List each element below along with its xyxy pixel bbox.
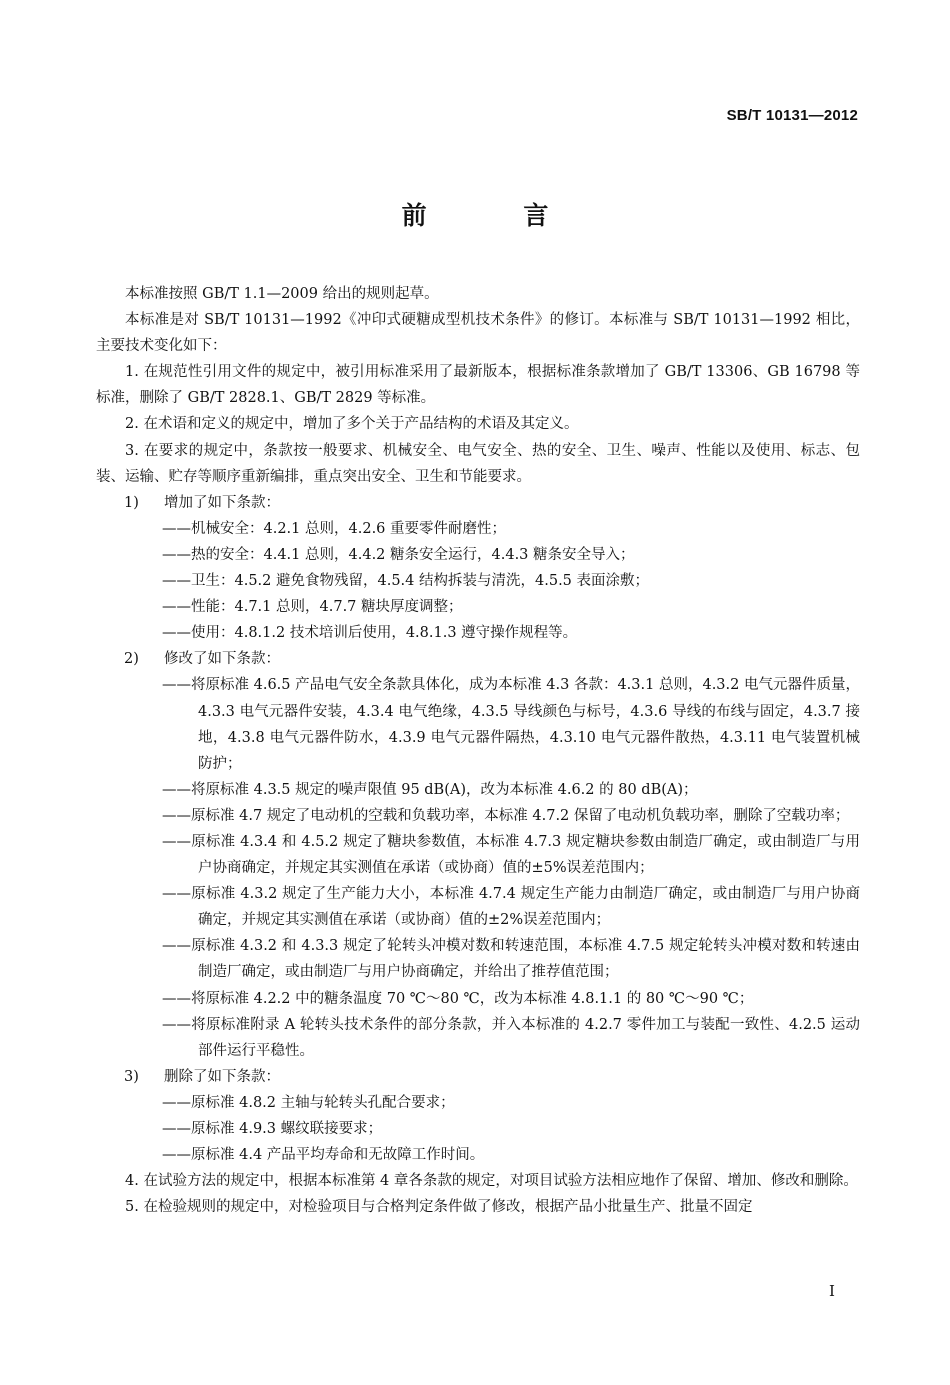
dash-item: ——原标准 4.4 产品平均寿命和无故障工作时间。	[162, 1147, 485, 1164]
sublist-heading	[96, 490, 860, 516]
sublist-label: 删除了如下条款：	[164, 1068, 280, 1085]
dash-item: ——卫生：4.5.2 避免食物残留，4.5.4 结构拆装与清洗，4.5.5 表面涂敷；	[162, 573, 650, 590]
dash-item: ——原标准 4.7 规定了电动机的空载和负载功率，本标准 4.7.2 保留了电动机负载功率，删除了空载功率；	[162, 807, 850, 824]
dash-item: ——原标准 4.3.4 和 4.5.2 规定了糖块参数值，本标准 4.7.3 规定糖块参数由制造厂确定，或由制造厂与用户协商确定，并规定其实测值在承诺（或协商）值的±5%误差范围内；	[162, 833, 860, 877]
dash-item: ——将原标准 4.6.5 产品电气安全条款具体化，成为本标准 4.3 各款：4.3.1 总则，4.3.2 电气元器件质量，4.3.3 电气元器件安装，4.3.4 电气绝缘，4.3.5 导线颜色与标号，4.3.6 导线的布线与固定，4.3.7 接地，4.3.8 电气元器件防水，4.3.9 电气元器件隔热，4.3.10 电气元器件散热，4.3.11 电气装置机械防护；	[162, 677, 860, 772]
page-number: I	[829, 1282, 835, 1300]
dash-item: ——热的安全：4.4.1 总则，4.4.2 糖条安全运行，4.4.3 糖条安全导入；	[162, 546, 635, 563]
dash-item: ——使用：4.8.1.2 技术培训后使用，4.8.1.3 遵守操作规程等。	[162, 625, 578, 642]
dash-item: ——原标准 4.3.2 和 4.3.3 规定了轮转头冲模对数和转速范围，本标准 4.7.5 规定轮转头冲模对数和转速由制造厂确定，或由制造厂与用户协商确定，并给出了推荐值范围；	[162, 938, 860, 981]
dash-item: ——将原标准 4.2.2 中的糖条温度 70 ℃～80 ℃，改为本标准 4.8.1.1 的 80 ℃～90 ℃；	[162, 990, 754, 1007]
standard-number: SB/T 10131—2012	[726, 107, 858, 124]
dash-item: ——原标准 4.3.2 规定了生产能力大小，本标准 4.7.4 规定生产能力由制造厂确定，或由制造厂与用户协商确定，并规定其实测值在承诺（或协商）值的±2%误差范围内；	[162, 886, 860, 929]
sublist-heading	[96, 1064, 860, 1090]
list-item: 5. 在检验规则的规定中，对检验项目与合格判定条件做了修改，根据产品小批量生产、批量不固定	[125, 1199, 753, 1216]
preface-body	[96, 281, 860, 1220]
sublist-label: 修改了如下条款：	[164, 651, 280, 668]
dash-item: ——性能：4.7.1 总则，4.7.7 糖块厚度调整；	[162, 599, 463, 616]
dash-item: ——机械安全：4.2.1 总则，4.2.6 重要零件耐磨性；	[162, 520, 507, 537]
list-item: 3. 在要求的规定中，条款按一般要求、机械安全、电气安全、热的安全、卫生、噪声、性能以及使用、标志、包装、运输、贮存等顺序重新编排，重点突出安全、卫生和节能要求。	[96, 442, 860, 485]
page-title: 前 言	[401, 201, 593, 230]
dash-item: ——原标准 4.8.2 主轴与轮转头孔配合要求；	[162, 1094, 455, 1111]
sublist-number: 3)	[124, 1068, 139, 1085]
list-item: 1. 在规范性引用文件的规定中，被引用标准采用了最新版本，根据标准条款增加了 GB/T 13306、GB 16798 等标准，删除了 GB/T 2828.1、GB/T 2829 等标准。	[96, 364, 860, 407]
sublist-number: 1)	[124, 494, 139, 511]
list-item: 2. 在术语和定义的规定中，增加了多个关于产品结构的术语及其定义。	[125, 416, 579, 433]
sublist-number: 2)	[124, 651, 139, 668]
list-item: 4. 在试验方法的规定中，根据本标准第 4 章各条款的规定，对项目试验方法相应地作了保留、增加、修改和删除。	[125, 1173, 858, 1190]
sublist-heading	[96, 646, 860, 672]
dash-item: ——将原标准 4.3.5 规定的噪声限值 95 dB(A)，改为本标准 4.6.2 的 80 dB(A)；	[162, 781, 698, 798]
paragraph: 本标准是对 SB/T 10131—1992《冲印式硬糖成型机技术条件》的修订。本标准与 SB/T 10131—1992 相比，主要技术变化如下：	[96, 312, 860, 355]
paragraph: 本标准按照 GB/T 1.1—2009 给出的规则起草。	[125, 286, 439, 302]
dash-item: ——原标准 4.9.3 螺纹联接要求；	[162, 1121, 383, 1137]
dash-item: ——将原标准附录 A 轮转头技术条件的部分条款，并入本标准的 4.2.7 零件加工与装配一致性、4.2.5 运动部件运行平稳性。	[162, 1016, 860, 1059]
sublist-label: 增加了如下条款：	[164, 494, 280, 511]
